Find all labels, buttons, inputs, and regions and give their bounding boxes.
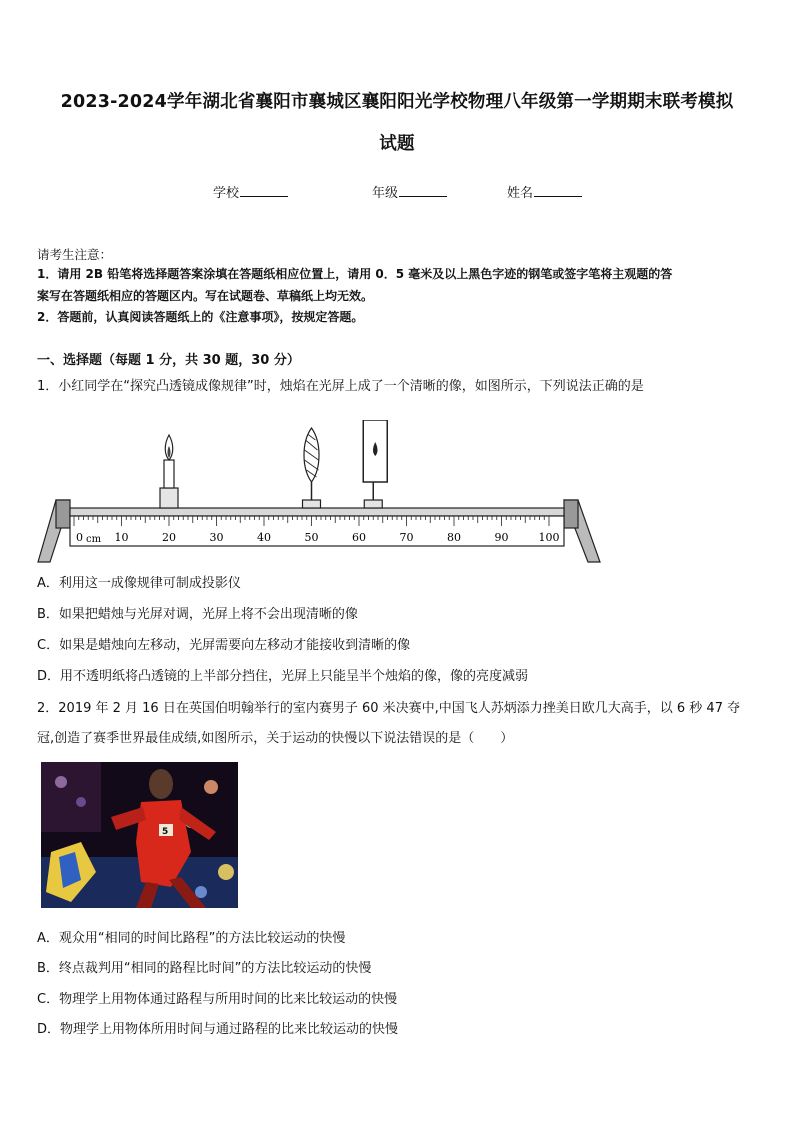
grade-blank	[399, 184, 447, 197]
page-title-line1: 2023-2024学年湖北省襄阳市襄城区襄阳阳光学校物理八年级第一学期期末联考模拟	[60, 92, 734, 112]
question-1-option-d: D．用不透明纸将凸透镜的上半部分挡住，光屏上只能呈半个烛焰的像，像的亮度减弱	[37, 669, 529, 684]
question-2-option-c: C．物理学上用物体通过路程与所用时间的比来比较运动的快慢	[37, 992, 398, 1007]
svg-text:5: 5	[162, 827, 169, 837]
bench-left-post	[56, 500, 70, 528]
notes-heading: 请考生注意：	[37, 247, 113, 262]
question-2-option-d: D．物理学上用物体所用时间与通过路程的比来比较运动的快慢	[37, 1022, 399, 1037]
notes-item1-b: 案写在答题纸相应的答题区内。写在试题卷、草稿纸上均无效。	[37, 289, 374, 303]
question-2-option-a: A．观众用“相同的时间比路程”的方法比较运动的快慢	[37, 931, 346, 946]
bench-right-post	[564, 500, 578, 528]
ruler-tick-label: 50	[304, 531, 319, 544]
question-2-stem-b: 冠,创造了赛季世界最佳成绩,如图所示，关于运动的快慢以下说法错误的是（ ）	[37, 731, 514, 746]
ruler-tick-label: 90	[494, 531, 509, 544]
ruler-tick-label: 80	[447, 531, 461, 544]
question-1-stem: 1．小红同学在“探究凸透镜成像规律”时，烛焰在光屏上成了一个清晰的像，如图所示，下列说法正确的是	[37, 379, 644, 394]
convex-lens	[303, 428, 321, 508]
page-title-line2: 试题	[379, 134, 415, 154]
question-1-option-c: C．如果是蜡烛向左移动，光屏需要向左移动才能接收到清晰的像	[37, 638, 411, 653]
ruler-tick-label: 60	[352, 531, 366, 544]
ruler-tick-label: 100	[538, 531, 560, 544]
ruler-unit: cm	[86, 534, 102, 545]
school-field	[213, 182, 288, 201]
question-2-option-b: B．终点裁判用“相同的路程比时间”的方法比较运动的快慢	[37, 961, 372, 976]
ruler-tick-label: 40	[257, 531, 271, 544]
ruler-tick-label: 30	[209, 531, 224, 544]
question-2-stem-a: 2．2019 年 2 月 16 日在英国伯明翰举行的室内赛男子 60 米决赛中,中国飞人苏炳添力挫美日欧几大高手，以 6 秒 47 夺	[37, 701, 741, 716]
school-blank	[240, 184, 288, 197]
candle	[160, 435, 178, 508]
question-1-option-a: A．利用这一成像规律可制成投影仪	[37, 576, 241, 591]
ruler-tick-label: 10	[114, 531, 129, 544]
name-blank	[534, 184, 582, 197]
grade-label: 年级	[372, 186, 399, 201]
name-field	[507, 182, 582, 201]
question-1-option-b: B．如果把蜡烛与光屏对调，光屏上将不会出现清晰的像	[37, 607, 358, 622]
notes-item2: 2．答题前，认真阅读答题纸上的《注意事项》，按规定答题。	[37, 310, 364, 324]
grade-field	[372, 182, 447, 201]
ruler-tick-label: 70	[399, 531, 414, 544]
ruler-tick-label: 0	[76, 531, 83, 544]
sprinter-photo	[41, 762, 238, 908]
section-heading: 一、选择题（每题 1 分，共 30 题，30 分）	[37, 353, 300, 368]
name-label: 姓名	[507, 186, 534, 201]
notes-item1-a: 1．请用 2B 铅笔将选择题答案涂填在答题纸相应位置上，请用 0．5 毫米及以上黑色字迹的钢笔或签字笔将主观题的答	[37, 267, 673, 281]
bench-rail-top	[70, 508, 564, 516]
ruler-tick-label: 20	[162, 531, 176, 544]
optical-bench-figure	[36, 420, 602, 565]
school-label: 学校	[213, 186, 240, 201]
light-screen	[363, 420, 387, 508]
